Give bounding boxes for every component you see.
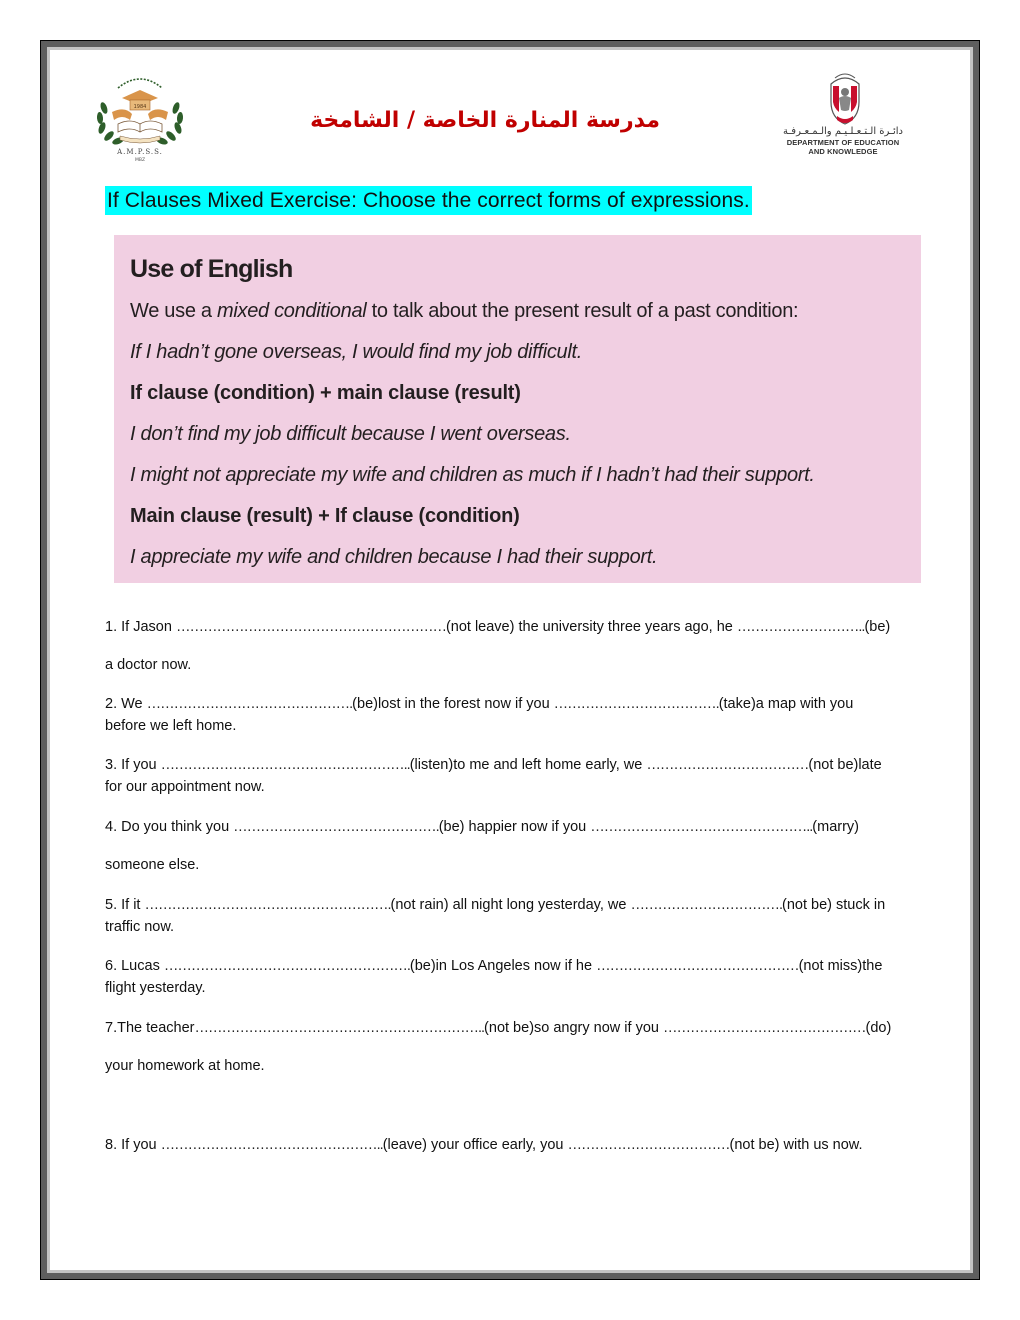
answer-blank-1[interactable]: ………………………………………………. [163, 958, 410, 974]
answer-blank-2[interactable]: ……………………………… [567, 1137, 730, 1153]
grammar-example-3: I might not appreciate my wife and children as much if I hadn’t had their support. [130, 464, 815, 486]
answer-blank-1[interactable]: ……………………………………………………….. [194, 1020, 485, 1036]
department-name-english-line2: AND KNOWLEDGE [808, 147, 878, 156]
department-name-english-line1: DEPARTMENT OF EDUCATION [786, 138, 900, 147]
grammar-example-2: I don’t find my job difficult because I went overseas. [130, 423, 571, 445]
intro-suffix: to talk about the present result of a past condition: [366, 300, 799, 322]
question-continuation: flight yesterday. [105, 980, 206, 996]
question-7 [105, 1017, 930, 1077]
question-text: (be)lost in the forest now if you [352, 696, 554, 712]
svg-text:A.M.P.S.S.: A.M.P.S.S. [117, 148, 163, 156]
answer-blank-2[interactable]: ………………………………………….. [590, 819, 813, 835]
question-text: (take)a map with you [718, 696, 854, 712]
question-text: 2. We [105, 696, 147, 712]
question-text: 5. If it [105, 897, 145, 913]
use-of-english-box [114, 235, 921, 583]
school-name-title: مدرسة المنارة الخاصة / الشامخة [310, 108, 660, 133]
intro-term: mixed conditional [216, 300, 367, 322]
svg-text:1984: 1984 [133, 104, 147, 110]
answer-blank-2[interactable]: ………………………………. [553, 696, 719, 712]
question-1 [105, 616, 930, 676]
question-8 [105, 1134, 930, 1156]
answer-blank-1[interactable]: ………………………………………….. [160, 1137, 383, 1153]
answer-blank-2[interactable]: ……………………………. [630, 897, 782, 913]
question-text: 6. Lucas [105, 958, 164, 974]
answer-blank-1[interactable]: ………………………………………. [146, 696, 353, 712]
question-text: (not be)late [808, 757, 882, 773]
answer-blank-2[interactable]: ……………………………………… [662, 1020, 866, 1036]
falcon-emblem-icon [785, 70, 905, 126]
question-text: 3. If you [105, 757, 161, 773]
question-text: (be)in Los Angeles now if he [409, 958, 597, 974]
intro-prefix: We use a [130, 300, 217, 322]
question-text: (marry) [812, 819, 860, 835]
grammar-box-title: Use of English [130, 255, 293, 283]
question-4 [105, 816, 930, 876]
department-name [778, 126, 908, 156]
answer-blank-2[interactable]: ……………………………………… [596, 958, 799, 974]
question-continuation: a doctor now. [105, 657, 192, 673]
school-crest-logo [90, 68, 190, 163]
question-text: (not be)so angry now if you [484, 1020, 663, 1036]
answer-blank-1[interactable]: ………………………………………. [233, 819, 439, 835]
question-continuation: for our appointment now. [105, 779, 265, 795]
question-text: 8. If you [105, 1137, 161, 1153]
grammar-example-1: If I hadn’t gone overseas, I would find my job difficult. [130, 341, 583, 363]
question-text: (listen)to me and left home early, we [409, 757, 647, 773]
question-text: (not miss)the [798, 958, 883, 974]
question-6 [105, 955, 930, 999]
grammar-example-4: I appreciate my wife and children because I had their support. [130, 546, 658, 568]
question-text: 1. If Jason [105, 619, 176, 635]
grammar-pattern-2: Main clause (result) + If clause (condition) [130, 505, 520, 527]
question-2 [105, 693, 930, 737]
question-text: (not be) with us now. [729, 1137, 863, 1153]
answer-blank-2[interactable]: ……………………….. [736, 619, 865, 635]
grammar-pattern-1: If clause (condition) + main clause (result) [130, 382, 521, 404]
question-text: (do) [865, 1020, 892, 1036]
question-continuation: someone else. [105, 857, 200, 873]
question-text: 7.The teacher [105, 1020, 195, 1036]
question-text: (leave) your office early, you [382, 1137, 568, 1153]
school-crest-icon [90, 68, 190, 163]
question-text: (be) happier now if you [438, 819, 591, 835]
question-continuation: traffic now. [105, 919, 175, 935]
question-continuation: before we left home. [105, 718, 237, 734]
answer-blank-1[interactable]: …………………………………………………… [175, 619, 446, 635]
question-continuation: your homework at home. [105, 1058, 265, 1074]
question-text: (be) [864, 619, 891, 635]
question-5 [105, 894, 930, 938]
department-name-arabic: دائـرة الـتـعـلـيـم والـمـعـرفـة [783, 126, 903, 137]
svg-text:MBZ: MBZ [134, 158, 146, 163]
question-3 [105, 754, 930, 798]
question-text: 4. Do you think you [105, 819, 234, 835]
grammar-intro [130, 293, 905, 334]
exercise-title: If Clauses Mixed Exercise: Choose the correct forms of expressions. [105, 186, 752, 215]
question-text: (not leave) the university three years ago, he [445, 619, 737, 635]
answer-blank-1[interactable]: ……………………………………………….. [160, 757, 410, 773]
answer-blank-2[interactable]: ……………………………… [646, 757, 809, 773]
answer-blank-1[interactable]: ………………………………………………. [144, 897, 391, 913]
question-text: (not be) stuck in [781, 897, 886, 913]
question-text: (not rain) all night long yesterday, we [390, 897, 631, 913]
